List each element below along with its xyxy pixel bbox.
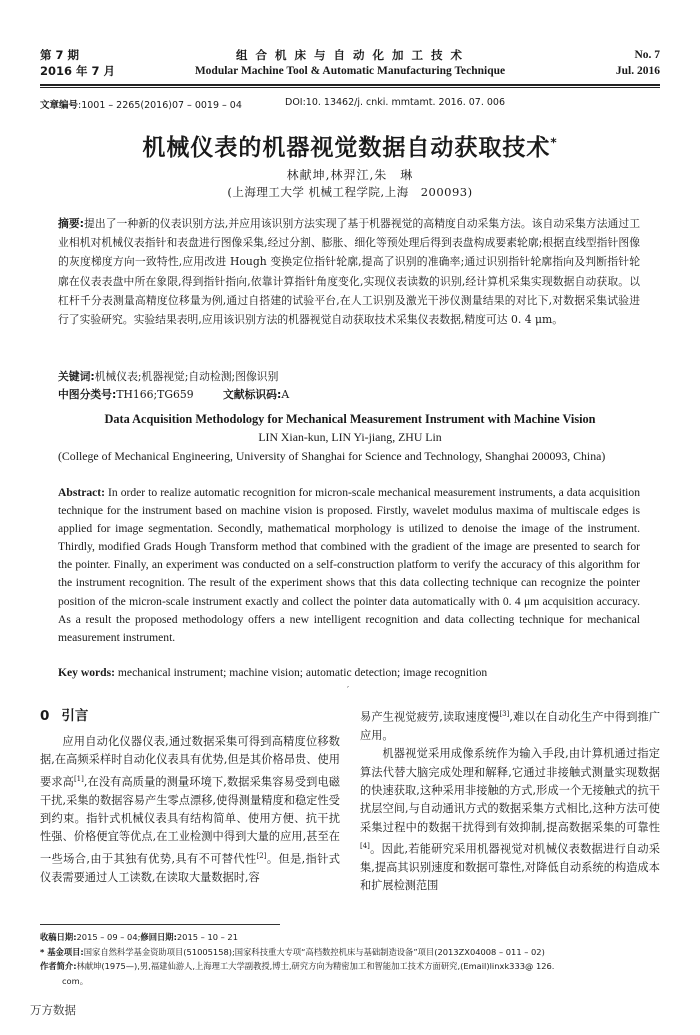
footnotes — [40, 930, 660, 988]
article-meta — [40, 97, 660, 111]
authors-en: LIN Xian-kun, LIN Yi-jiang, ZHU Lin — [258, 430, 442, 444]
paragraph-intro-cont-a: 易产生视觉疲劳,读取速度慢 — [360, 710, 500, 724]
paragraph-intro-1-c: 。但是,指针式仪表需要通过人工读数,在读取大量数据时,容 — [40, 852, 340, 884]
issue-date-en: Jul. 2016 — [615, 65, 660, 77]
citation-4: [4] — [360, 841, 370, 850]
clc-code: TH166;TG659 — [116, 388, 194, 401]
paragraph-intro-2-a: 机器视觉采用成像系统作为输入手段,由计算机通过指定算法代替大脑完成处理和解释,它通过非接触式测量实现数据的快速获取,这种采用非接触的方式,形成一个无接触式的抗干扰层空间,与自动通讯方式的数据采集方式相比,这种方法可使采集过程中的数据干扰得到有效抑制,提高数据采集的可靠性 — [360, 747, 660, 834]
affiliation-en: (College of Mechanical Engineering, University of Shanghai for Science and Technology, Shanghai 200093, China) — [58, 449, 606, 463]
issue-number-cn: 第 7 期 — [40, 48, 80, 62]
abstract-cn — [58, 214, 640, 329]
article-id-label: 文章编号 — [40, 100, 79, 111]
issue-number-en: No. 7 — [634, 49, 660, 61]
abstract-en — [58, 484, 640, 647]
revised-label: 修回日期: — [140, 932, 177, 942]
body-column-right — [360, 705, 660, 895]
footnote-author — [40, 959, 660, 974]
watermark-wanfang: 万方数据 — [30, 1003, 76, 1017]
abstract-cn-label: 摘要: — [58, 217, 84, 230]
paragraph-intro-1 — [40, 733, 340, 887]
paper-title-text: 机械仪表的机器视觉数据自动获取技术 — [142, 135, 551, 161]
article-id: :1001 – 2265(2016)07 – 0019 – 04 — [78, 100, 242, 111]
abstract-cn-text: 提出了一种新的仪表识别方法,并应用该识别方法实现了基于机器视觉的高精度自动采集方法。该自动采集方法通过工业相机对机械仪表指针和表盘进行图像采集,经过分割、膨胀、细化等预处理后得到表盘构成要素轮廓;根据直线型指针图像的灰度梯度方向一致特性,应用改进 Hough 变换定位指针轮廓,提高了识别的准确率;通过识别指针轮廓指向及判断指针轮廓在仪表表盘中所在象限,得到指针指向,依靠计算指针角度变化,实现仪表读数的识别,经计算机采集实现数据自动获取。以杠杆千分表测量高精度位移量为例,通过自搭建的试验平台,在人工识别及激光干涉仪测量结果的对比下,对数据采集试验进行了实验研究。实验结果表明,应用该识别方法的机器视觉自动获取技术采集仪表数据,精度可达 0. 4 μm。 — [58, 217, 640, 327]
fund-text: 国家自然科学基金资助项目(51005158);国家科技重大专项“高档数控机床与基础制造设备”项目(2013ZX04008 – 011 – 02) — [83, 946, 545, 957]
fund-label: * 基金项目: — [40, 946, 84, 957]
section-number: 0 — [40, 708, 50, 724]
abstract-en-text: In order to realize automatic recognition for micron-scale mechanical measurement instruments, a data acquisition technique for the instrument based on machine vision is proposed. Firstly, wavelet modulus maxima of multiscale edges is applied for image segmentation. Secondly, mathematical morphology is utilized to denoise the image of the instrument. Thirdly, modified Grads Hough Transform method that combined with the gradient of the image are presented to search for the pointer. Finally, an experiment was conducted on a self-construction platform to verify the accuracy of this algorithm for the instrument recognition. The result of the experiment shows that this data collecting technique can recognize the pointer position of the micron-scale instrument exactly and collect the pointer data automatically with 0. 4 μm acquisition accuracy. As a result the proposed methodology offers a new intelligent recognition and data collecting technique for mechanical measurement instrument. — [58, 486, 640, 644]
paragraph-intro-cont — [360, 705, 660, 745]
header-rule — [40, 84, 660, 86]
author-bio-label: 作者简介: — [40, 961, 77, 971]
journal-name-en: Modular Machine Tool & Automatic Manufacturing Technique — [194, 65, 506, 77]
citation-3: [3] — [499, 710, 510, 718]
doc-code: A — [281, 388, 290, 401]
journal-name-cn: 组 合 机 床 与 自 动 化 加 工 技 术 — [235, 48, 465, 62]
paragraph-intro-2-b: 。因此,若能研究采用机器视觉对机械仪表数据进行自动采集,提高其识别速度和数据可靠性,对降低自动系统的构造成本和扩展检测范围 — [360, 842, 660, 893]
section-title: 引言 — [61, 708, 89, 724]
paragraph-intro-1-a: 应用自动化仪器仪表,通过数据采集可得到高精度位移数据,在高频采样时自动化仪表具有优势,但是其价格昂贵、使用要求高 — [40, 735, 340, 789]
body-column-left — [40, 705, 340, 887]
footnote-rule — [40, 924, 280, 925]
paragraph-intro-1-b: ,在没有高质量的测量环境下,数据采集容易受到电磁干扰,采集的数据容易产生零点漂移,使得测量精度和稳定性受到约束。指针式机械仪表具有结构简单、使用方便、抗干扰性强、价格便宜等优点,在工业检测中得到大量的应用,甚至在一些场合,由于其独有优势,具有不可替代性 — [40, 775, 340, 866]
author-bio-text: 林献坤(1975—),男,福建仙游人,上海理工大学副教授,博士,研究方向为精密加工和智能加工技术方面研究,(Email)linxk333@ 126. — [76, 961, 555, 971]
affiliation-cn: (上海理工大学 机械工程学院,上海 200093) — [227, 185, 473, 199]
header-rule-thin — [40, 87, 660, 88]
paragraph-intro-2 — [360, 745, 660, 895]
section-separator-mark: ′ — [347, 686, 350, 696]
issue-date-cn: 2016 年 7 月 — [40, 64, 116, 78]
title-footnote-mark: * — [550, 135, 558, 150]
keywords-en-text: mechanical instrument; machine vision; automatic detection; image recognition — [117, 666, 488, 679]
paper-title-en: Data Acquisition Methodology for Mechanical Measurement Instrument with Machine Vision — [104, 412, 596, 426]
authors-cn: 林献坤,林羿江,朱 琳 — [286, 168, 414, 182]
footnote-fund — [40, 945, 660, 960]
abstract-en-label: Abstract: — [58, 486, 106, 499]
keywords-cn — [58, 368, 640, 385]
citation-2: [2] — [256, 851, 267, 860]
paragraph-intro-cont-b: ,难以在自动化生产中得到推广应用。 — [360, 710, 661, 743]
doi: DOI:10. 13462/j. cnki. mmtamt. 2016. 07. 006 — [285, 97, 505, 108]
keywords-en-label: Key words: — [58, 666, 115, 679]
revised-date: 2015 – 10 – 21 — [176, 932, 238, 942]
classification-cn — [58, 386, 640, 403]
clc-label: 中图分类号: — [58, 388, 117, 401]
doc-code-label: 文献标识码: — [223, 388, 282, 401]
citation-1: [1] — [73, 774, 84, 783]
header-issue-en — [616, 47, 660, 79]
keywords-cn-label: 关键词: — [58, 370, 95, 383]
paper-title-cn — [40, 129, 660, 162]
received-label: 收稿日期: — [40, 932, 77, 942]
footnote-author-cont: com。 — [62, 975, 89, 986]
header-journal-name — [40, 47, 660, 79]
received-date: 2015 – 09 – 04; — [76, 932, 141, 942]
keywords-cn-text: 机械仪表;机器视觉;自动检测;图像识别 — [94, 370, 279, 383]
doc-code-group — [223, 386, 289, 403]
section-heading — [40, 705, 340, 727]
footnote-dates — [40, 930, 660, 945]
keywords-en — [58, 664, 640, 681]
